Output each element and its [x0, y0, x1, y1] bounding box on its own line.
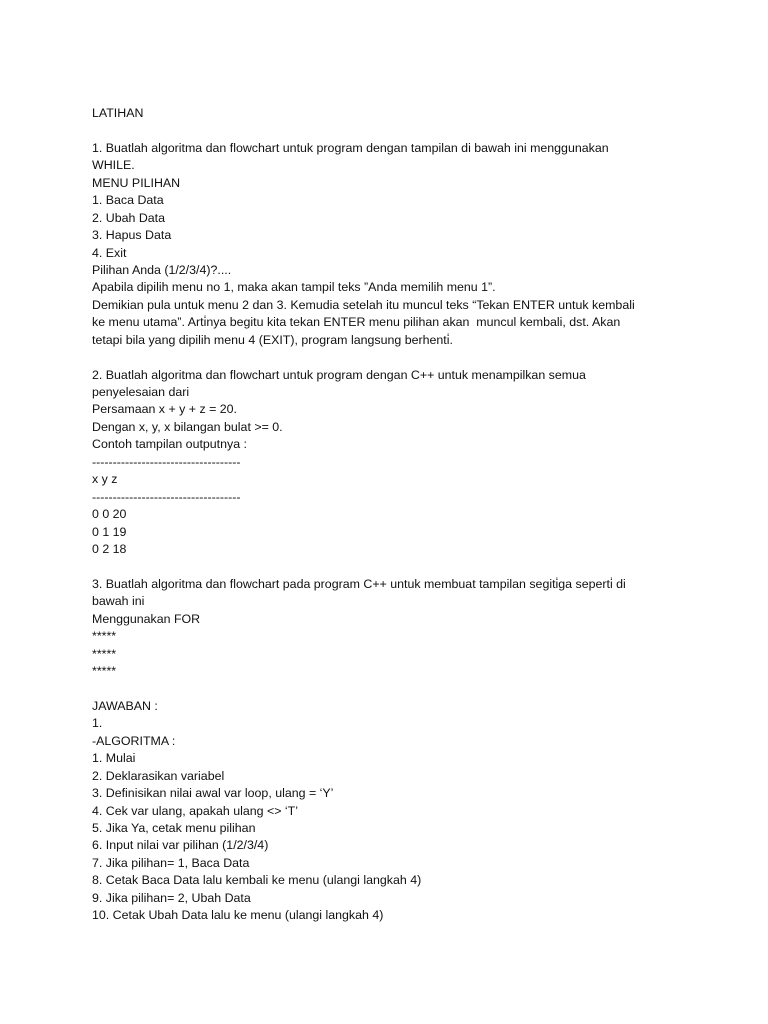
algorithm-step: 6. Input nilai var pilihan (1/2/3/4)	[92, 838, 269, 853]
q3-line: 3. Buatlah algoritma dan flowchart pada program C++ untuk membuat tampilan segiti̇ga seperti̇ di	[92, 576, 626, 591]
answer-number: 1.	[92, 716, 103, 731]
q2-output-row: 0 0 20	[92, 507, 127, 522]
algorithm-step: 7. Jika pilihan= 1, Baca Data	[92, 855, 250, 870]
spacer	[92, 349, 672, 366]
q3-line: bawah ini	[92, 594, 145, 609]
algorithm-step: 5. Jika Ya, cetak menu pilihan	[92, 820, 256, 835]
algorithm-step: 8. Cetak Baca Data lalu kembali ke menu (ulangi langkah 4)	[92, 873, 422, 888]
q3-star-row: *****	[92, 629, 117, 644]
question-3	[92, 576, 672, 681]
spacer	[92, 122, 672, 139]
answer-section	[92, 698, 672, 925]
q1-line: MENU PILIHAN	[92, 175, 181, 190]
q1-line: 1. Baca Data	[92, 193, 164, 208]
algorithm-step: 4. Cek var ulang, apakah ulang <> ‘T’	[92, 803, 298, 818]
q1-line: Pilihan Anda (1/2/3/4)?....	[92, 262, 232, 277]
q2-line: penyelesaian dari	[92, 385, 190, 399]
spacer	[92, 558, 672, 575]
q1-line: tetapi bila yang dipilih menu 4 (EXIT), program langsung berhenti̇.	[92, 332, 453, 347]
q2-output-header: x y z	[92, 472, 118, 487]
algorithm-step: 1. Mulai	[92, 751, 136, 766]
document-title: LATIHAN	[92, 106, 144, 120]
q3-star-row: *****	[92, 646, 117, 661]
q2-line: 2. Buatlah algoritma dan flowchart untuk program dengan C++ untuk menampilkan semua	[92, 367, 586, 382]
q2-output-row: 0 1 19	[92, 524, 127, 539]
algorithm-step: 10. Cetak Ubah Data lalu ke menu (ulangi langkah 4)	[92, 908, 384, 923]
algorithm-step: 2. Deklarasikan variabel	[92, 768, 225, 783]
q1-line: 1. Buatlah algoritma dan flowchart untuk program dengan tampilan di bawah ini menggunakan	[92, 140, 609, 155]
q1-line: Apabila dipilih menu no 1, maka akan tampil teks ”Anda memilih menu 1”.	[92, 280, 496, 295]
q2-divider: ------------------------------------	[92, 489, 241, 504]
q1-line: Demikian pula untuk menu 2 dan 3. Kemudia setelah itu muncul teks “Tekan ENTER untuk kembali	[92, 297, 635, 312]
q2-line: Dengan x, y, x bilangan bulat >= 0.	[92, 419, 283, 434]
q1-line: 3. Hapus Data	[92, 228, 172, 243]
q1-line: ke menu utama”. Arti̇nya begitu kita tekan ENTER menu pilihan akan muncul kembali, dst. Akan	[92, 315, 621, 330]
q2-output-row: 0 2 18	[92, 541, 127, 556]
algorithm-step: 9. Jika pilihan= 2, Ubah Data	[92, 890, 251, 905]
q2-divider: ------------------------------------	[92, 454, 241, 469]
question-2	[92, 367, 672, 559]
q1-line: 4. Exit	[92, 245, 127, 260]
q1-line: 2. Ubah Data	[92, 210, 166, 225]
algorithm-step: 3. Definisikan nilai awal var loop, ulang = ‘Y’	[92, 786, 334, 801]
q2-line: Persamaan x + y + z = 20.	[92, 402, 237, 417]
q2-line: Contoh tampilan outputnya :	[92, 437, 247, 452]
q1-line: WHILE.	[92, 158, 135, 173]
document-body	[92, 105, 672, 925]
question-1	[92, 140, 672, 349]
answer-heading: JAWABAN :	[92, 698, 158, 713]
algorithm-heading: -ALGORITMA :	[92, 733, 176, 748]
q3-star-row: *****	[92, 664, 117, 678]
q3-line: Menggunakan FOR	[92, 611, 201, 626]
spacer	[92, 680, 672, 697]
